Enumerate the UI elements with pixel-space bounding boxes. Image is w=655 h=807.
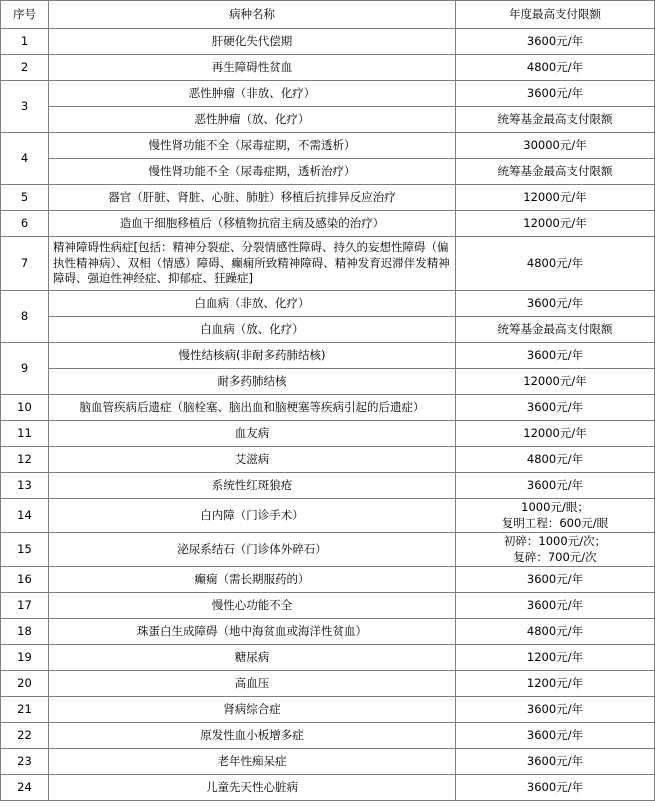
table-row [1,237,655,291]
header-annual-limit: 年度最高支付限额 [456,1,655,29]
table-row [1,211,655,237]
row-index: 18 [1,619,49,645]
row-index: 8 [1,291,49,343]
row-index: 23 [1,749,49,775]
row-index: 17 [1,593,49,619]
row-index: 13 [1,473,49,499]
table-row [1,291,655,317]
table-row [1,447,655,473]
annual-limit: 3600元/年 [456,473,655,499]
table-row [1,499,655,533]
table-row [1,473,655,499]
disease-name: 癫痫（需长期服药的） [49,567,456,593]
annual-limit: 统筹基金最高支付限额 [456,159,655,185]
limit-line: 复明工程：600元/眼 [501,515,609,530]
disease-name: 白血病（非放、化疗） [49,291,456,317]
table-row [1,29,655,55]
annual-limit: 4800元/年 [456,447,655,473]
disease-name: 肝硬化失代偿期 [49,29,456,55]
table-row [1,775,655,801]
disease-name: 器官（肝脏、肾脏、心脏、肺脏）移植后抗排异反应治疗 [49,185,456,211]
annual-limit: 3600元/年 [456,395,655,421]
annual-limit: 12000元/年 [456,421,655,447]
disease-name: 再生障碍性贫血 [49,55,456,81]
row-index: 15 [1,533,49,567]
annual-limit: 3600元/年 [456,697,655,723]
annual-limit: 统筹基金最高支付限额 [456,107,655,133]
table-row [1,697,655,723]
limit-line: 1000元/眼； [521,500,589,514]
annual-limit: 4800元/年 [456,55,655,81]
table-row [1,55,655,81]
annual-limit: 3600元/年 [456,567,655,593]
disease-name: 珠蛋白生成障碍（地中海贫血或海洋性贫血） [49,619,456,645]
table-row [1,317,655,343]
disease-name: 耐多药肺结核 [49,369,456,395]
limit-line: 复碎：700元/次 [513,549,597,564]
disease-name: 泌尿系结石（门诊体外碎石） [49,533,456,567]
table-row [1,749,655,775]
row-index: 9 [1,343,49,395]
disease-name: 糖尿病 [49,645,456,671]
disease-name: 造血干细胞移植后（移植物抗宿主病及感染的治疗） [49,211,456,237]
disease-name: 儿童先天性心脏病 [49,775,456,801]
annual-limit: 3600元/年 [456,81,655,107]
disease-name: 老年性痴呆症 [49,749,456,775]
table-row [1,133,655,159]
annual-limit: 30000元/年 [456,133,655,159]
annual-limit: 12000元/年 [456,185,655,211]
annual-limit: 3600元/年 [456,593,655,619]
table-row [1,107,655,133]
row-index: 24 [1,775,49,801]
disease-name: 慢性肾功能不全（尿毒症期，不需透析） [49,133,456,159]
disease-name: 艾滋病 [49,447,456,473]
table-row [1,81,655,107]
disease-name: 肾病综合症 [49,697,456,723]
table-row [1,645,655,671]
row-index: 20 [1,671,49,697]
header-disease-name: 病种名称 [49,1,456,29]
disease-name: 慢性心功能不全 [49,593,456,619]
row-index: 22 [1,723,49,749]
table-header-row [1,1,655,29]
disease-name: 白内障（门诊手术） [49,499,456,533]
annual-limit [456,499,655,533]
row-index: 21 [1,697,49,723]
annual-limit: 3600元/年 [456,749,655,775]
disease-name: 原发性血小板增多症 [49,723,456,749]
table-row [1,533,655,567]
limit-line: 初碎：1000元/次； [503,534,607,548]
row-index: 19 [1,645,49,671]
disease-name: 慢性肾功能不全（尿毒症期，透析治疗） [49,159,456,185]
disease-name: 脑血管疾病后遗症（脑栓塞、脑出血和脑梗塞等疾病引起的后遗症） [49,395,456,421]
table-row [1,671,655,697]
annual-limit: 3600元/年 [456,723,655,749]
annual-limit [456,533,655,567]
row-index: 6 [1,211,49,237]
annual-limit: 4800元/年 [456,619,655,645]
row-index: 4 [1,133,49,185]
row-index: 16 [1,567,49,593]
row-index: 10 [1,395,49,421]
annual-limit: 4800元/年 [456,237,655,291]
row-index: 12 [1,447,49,473]
table-row [1,395,655,421]
table-row [1,619,655,645]
disease-name: 恶性肿瘤（放、化疗） [49,107,456,133]
table-row [1,593,655,619]
table-row [1,159,655,185]
table-row [1,369,655,395]
row-index: 14 [1,499,49,533]
row-index: 11 [1,421,49,447]
annual-limit: 12000元/年 [456,211,655,237]
table-row [1,421,655,447]
disease-name: 慢性结核病(非耐多药肺结核) [49,343,456,369]
row-index: 5 [1,185,49,211]
annual-limit: 1200元/年 [456,671,655,697]
annual-limit: 12000元/年 [456,369,655,395]
disease-name: 白血病（放、化疗） [49,317,456,343]
row-index: 3 [1,81,49,133]
row-index: 1 [1,29,49,55]
annual-limit: 3600元/年 [456,343,655,369]
table-row [1,343,655,369]
row-index: 2 [1,55,49,81]
annual-limit: 3600元/年 [456,29,655,55]
row-index: 7 [1,237,49,291]
disease-name: 高血压 [49,671,456,697]
disease-name: 系统性红斑狼疮 [49,473,456,499]
table-row [1,723,655,749]
annual-limit: 3600元/年 [456,775,655,801]
table-row [1,185,655,211]
annual-limit: 3600元/年 [456,291,655,317]
disease-name: 恶性肿瘤（非放、化疗） [49,81,456,107]
table-row [1,567,655,593]
annual-limit: 1200元/年 [456,645,655,671]
annual-limit: 统筹基金最高支付限额 [456,317,655,343]
disease-name: 血友病 [49,421,456,447]
header-index: 序号 [1,1,49,29]
disease-name: 精神障碍性病症[包括：精神分裂症、分裂情感性障碍、持久的妄想性障碍（偏执性精神病）、双相（情感）障碍、癫痫所致精神障碍、精神发育迟滞伴发精神障碍、强迫性神经症、抑郁症、狂躁症] [49,237,456,291]
